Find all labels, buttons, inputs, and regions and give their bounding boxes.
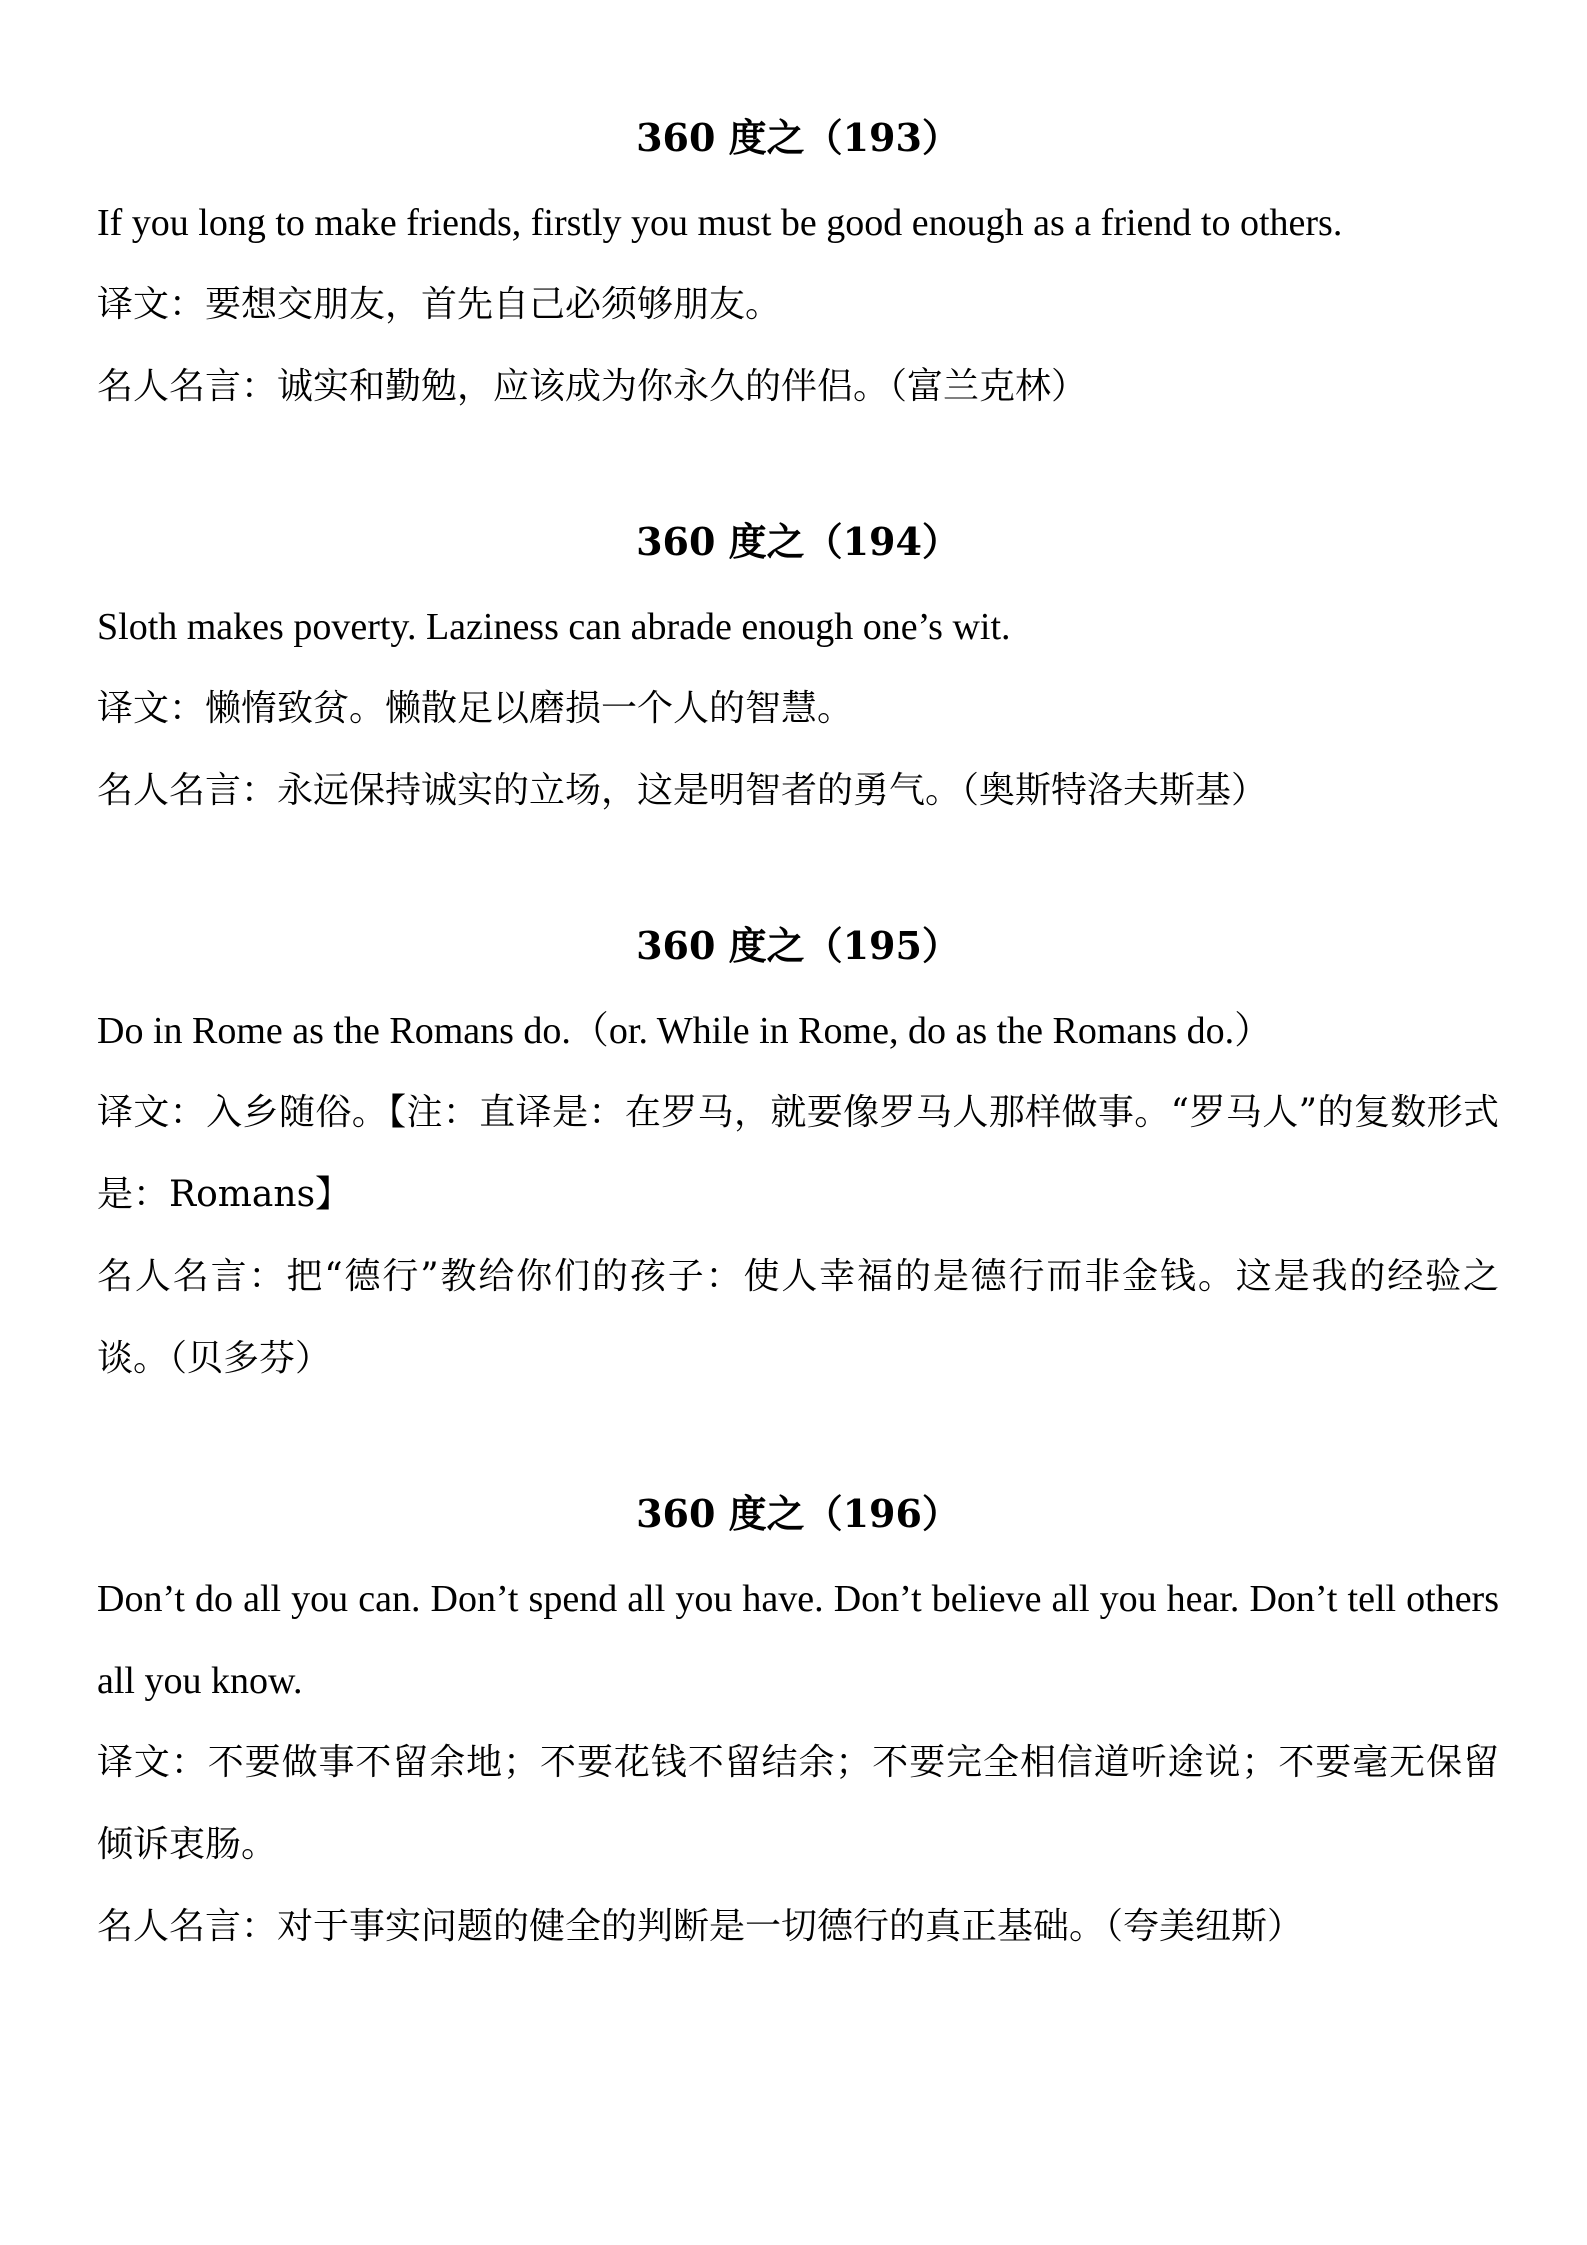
entry-196 [97,1484,1499,1968]
entry-195 [97,916,1499,1400]
translation: 译文：入乡随俗。【注：直译是：在罗马，就要像罗马人那样做事。“罗马人”的复数形式是：Romans】 [97,1092,1499,1215]
translation: 译文：要想交朋友，首先自己必须够朋友。 [97,284,782,325]
entry-heading: 360 度之（193） [636,115,960,160]
famous-quote: 名人名言：诚实和勤勉，应该成为你永久的伴侣。（富兰克林） [97,366,1088,407]
english-sentence: Do in Rome as the Romans do.（or. While in Rome, do as the Romans do.） [97,1010,1273,1052]
entry-heading: 360 度之（196） [636,1491,960,1536]
entry-194 [97,512,1499,832]
translation: 译文：不要做事不留余地；不要花钱不留结余；不要完全相信道听途说；不要毫无保留倾诉衷肠。 [97,1742,1499,1865]
translation: 译文：懒惰致贫。懒散足以磨损一个人的智慧。 [97,688,854,729]
entry-heading: 360 度之（194） [636,519,960,564]
entry-193 [97,108,1499,428]
famous-quote: 名人名言：对于事实问题的健全的判断是一切德行的真正基础。（夸美纽斯） [97,1906,1304,1947]
famous-quote: 名人名言：把“德行”教给你们的孩子：使人幸福的是德行而非金钱。这是我的经验之谈。（贝多芬） [97,1256,1499,1379]
famous-quote: 名人名言：永远保持诚实的立场，这是明智者的勇气。（奥斯特洛夫斯基） [97,770,1268,811]
document-page [97,108,1499,1968]
english-sentence: Don’t do all you can. Don’t spend all you have. Don’t believe all you hear. Don’t tell others all you know. [97,1578,1499,1702]
english-sentence: Sloth makes poverty. Laziness can abrade enough one’s wit. [97,606,1011,648]
entry-heading: 360 度之（195） [636,923,960,968]
english-sentence: If you long to make friends, firstly you must be good enough as a friend to others. [97,202,1343,244]
